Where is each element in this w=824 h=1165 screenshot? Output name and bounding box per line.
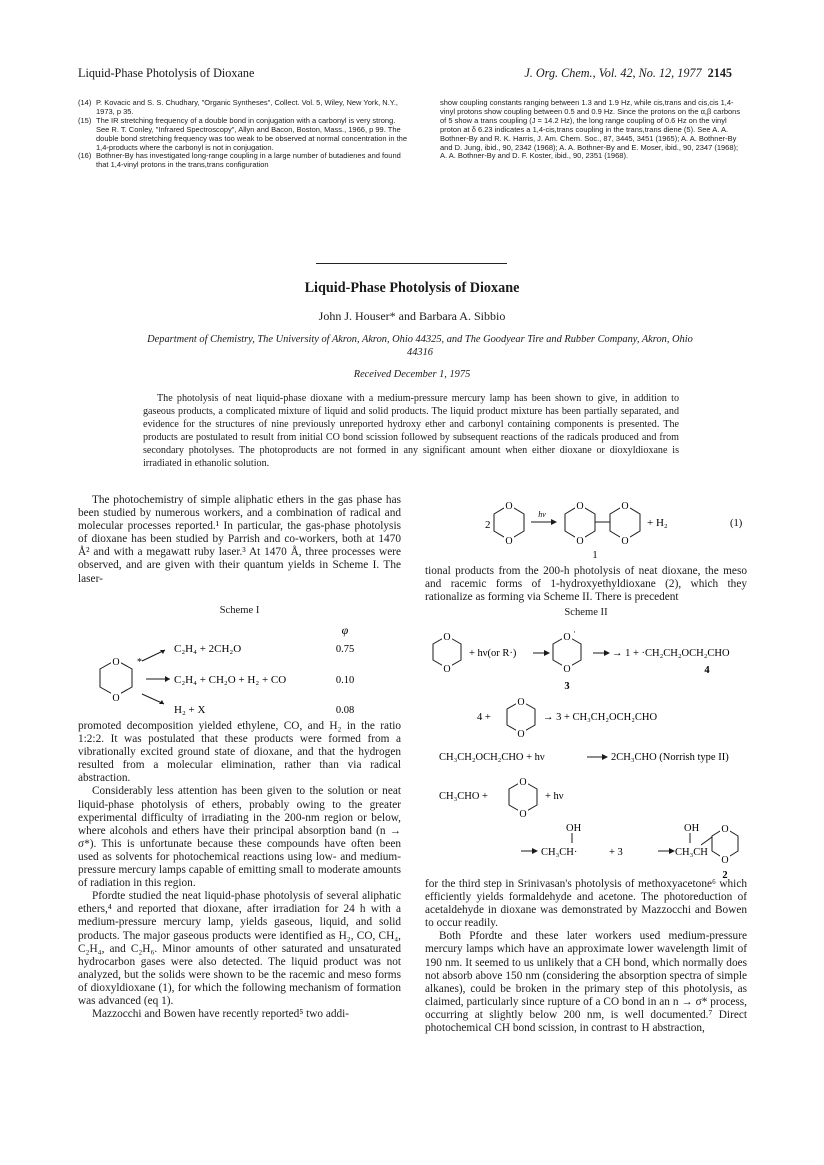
paragraph: Pfordte studied the neat liquid-phase photolysis of several aliphatic ethers,⁴ and reported that dioxane, after irradiation for 24 h with a medium-pressure mercury lamp, yields gaseous, liquid, and solid products. The major gaseous products were identified as H₂, CO, CH₄, C₂H₄, and C₂H₆. Minor amounts of other saturated and unsaturated hydrocarbon gases were also detected. The liquid product was not analyzed, but the solids were shown to be the racemic and meso forms of dioxyldioxane (1), for which the following mechanism of formation was advanced (eq 1).	[78, 890, 401, 1007]
authors: John J. Houser* and Barbara A. Sibbio	[318, 309, 506, 323]
footnote-text: P. Kovacic and S. S. Chudhary, "Organic Syntheses", Collect. Vol. 5, Wiley, New York, N.Y., 1973, p 35.	[96, 98, 398, 116]
scheme-2-plus-3: + 3	[609, 847, 623, 858]
scheme-2-oh-1: OH	[566, 823, 582, 834]
received-date: Received December 1, 1975	[353, 369, 471, 380]
scheme-1-phi-2: 0.10	[335, 675, 355, 686]
footnote-16-continued: show coupling constants ranging between 1.3 and 1.9 Hz, while cis,trans and cis,cis 1,4-vinyl protons show coupling between 0.5 and 0.9 Hz. Since the protons on the α,β carbons of 5 show a trans coupling (J = 14.2 Hz), the long range coupling of 0.6 Hz on the vinyl proton at δ 6.23 indicates a 1,4-cis,trans coupling in the trans,trans diene (5). See A. A. Bothner-By and R. K. Harris, J. Am. Chem. Soc., 87, 3445, 3451 (1965); A. A. Bothner-By and D. Jung, ibid., 90, 2342 (1968); A. A. Bothner-By and E. Moser, ibid., 90, 2347 (1968); A. A. Bothner-By and D. F. Koster, ibid., 90, 2351 (1968).	[440, 98, 741, 161]
eq1-h2: + H₂	[647, 517, 668, 529]
left-column-top	[78, 494, 401, 586]
paragraph: for the third step in Srinivasan's photolysis of methoxyacetone⁶ which efficiently yields formaldehyde and acetone. The photoreduction of acetaldehyde in dioxane was demonstrated by Mazzocchi and Bowen to occur readily.	[425, 878, 747, 930]
journal-citation	[524, 66, 732, 81]
scheme-2-step-2-rhs: → 3 + CH₃CH₂OCH₂CHO	[543, 712, 658, 723]
paragraph: promoted decomposition yielded ethylene, CO, and H₂ in the ratio 1:2:2. It was postulated that these products were formed from a vibrationally excited ground state of dioxane, and that the hydrogen resulted from a molecular elimination, rather than via radical abstraction.	[78, 720, 401, 785]
scheme-1-phi-1: 0.75	[335, 644, 355, 655]
footnotes-left	[78, 99, 408, 170]
footnote-15	[78, 117, 408, 153]
paragraph: tional products from the 200-h photolysis of neat dioxane, the meso and racemic forms of 1-hydroxyethyldioxane (2), which they rationalize as forming via Scheme II. There is precedent	[425, 565, 747, 604]
svg-text:O: O	[505, 536, 513, 547]
abstract: The photolysis of neat liquid-phase dioxane with a medium-pressure mercury lamp has been shown to give, in addition to gaseous products, a complicated mixture of liquid and solid products. The liquid product mixture has been partially separated, and evidence for the structures of nine previously unreported hydroxy ether and carbonyl containing components is presented. The products are postulated to result from initial CO bond scission followed by subsequent reactions of the radicals produced and from secondary photolyses. The photoproducts are not formed in any significant amount when either dioxane or dioxyldioxane is irradiated in ethanolic solution.	[143, 393, 679, 469]
svg-text:O: O	[443, 664, 451, 675]
scheme-2-step-4-lhs: CH₃CHO +	[439, 791, 488, 802]
scheme-2-reagent: + hν(or R·)	[469, 648, 517, 659]
scheme-1-products-2: C₂H₄ + CH₂O + H₂ + CO	[174, 674, 287, 686]
scheme-1-diagram	[78, 620, 401, 716]
scheme-2-label: Scheme II	[564, 607, 608, 618]
footnote-text: The IR stretching frequency of a double bond in conjugation with a carbonyl is very strong. See R. T. Conley, "Infrared Spectroscopy", Allyn and Bacon, Boston, Mass., 1966, p 99. The double bond stretching frequency was too weak to be observed at normal concentration in the 1,4-products where the carbonyl is not in conjugation.	[96, 115, 408, 152]
phi-header: φ	[341, 623, 349, 637]
svg-text:·: ·	[573, 627, 576, 637]
scheme-2-product: CH₃CH	[675, 847, 708, 858]
footnote-14	[78, 99, 408, 117]
footnote-text: Bothner-By has investigated long-range coupling in a large number of butadienes and found that 1,4-vinyl protons in the trans,trans configuration	[96, 151, 401, 170]
scheme-2-step-3-rhs: 2CH₃CHO (Norrish type II)	[611, 752, 729, 763]
scheme-1-products-1: C₂H₄ + 2CH₂O	[174, 643, 242, 655]
affiliation: Department of Chemistry, The University of Akron, Akron, Ohio 44325, and The Goodyear Tire and Rubber Company, Akron, Ohio 44316	[147, 334, 693, 358]
hv-label: hν	[538, 510, 546, 519]
footnote-number: (14)	[78, 98, 92, 107]
svg-text:O: O	[721, 824, 729, 835]
svg-text:O: O	[517, 729, 525, 740]
compound-4-label: 4	[704, 665, 710, 676]
scheme-2-oh-2: OH	[684, 823, 700, 834]
equation-1	[425, 492, 750, 562]
scheme-1-phi-3: 0.08	[335, 705, 355, 716]
article-title: Liquid-Phase Photolysis of Dioxane	[304, 280, 520, 296]
scheme-2-diagram	[425, 623, 750, 881]
svg-text:O: O	[517, 697, 525, 708]
paragraph: Both Pfordte and these later workers used medium-pressure mercury lamps which have an approximate lower wavelength limit of 190 nm. It seemed to us unlikely that a CH bond, which normally does not absorb above 150 nm (considering the absorption spectra of simple alkanes), could be broken in the primary step of this photolysis, as claimed, particularly since rupture of a CO bond in an n → σ* process, occurring at slightly below 200 nm, is well documented.⁷ Direct photochemical CH bond scission, in contrast to H abstraction,	[425, 930, 747, 1035]
scheme-2-step-3-lhs: CH₃CH₂OCH₂CHO + hν	[439, 752, 545, 763]
scheme-1-label: Scheme I	[219, 605, 260, 616]
scheme-2-step-1-products: → 1 + ·CH₂CH₂OCH₂CHO	[612, 648, 730, 659]
right-column-top	[425, 565, 747, 604]
scheme-2-step-4-rhs: + hν	[545, 791, 564, 802]
scheme-2-radical: CH₃CH·	[541, 847, 578, 858]
compound-2-label: 2	[722, 870, 728, 881]
svg-text:O: O	[621, 501, 629, 512]
divider	[316, 263, 507, 264]
left-column-bottom	[78, 720, 401, 1021]
svg-text:O: O	[505, 501, 513, 512]
page-number: 2145	[707, 66, 732, 80]
paragraph: Considerably less attention has been given to the solution or neat liquid-phase photolysis of ethers, probably owing to the greater experimental difficulty of irradiating in the 200-nm region or below, where alcohols and ethers have their principal absorption band (n → σ*). This is unfortunate because these compounds have often been used as solvents for photochemical reactions using low- and medium-pressure mercury lamps capable of emitting small to moderate amounts of radiation in this region.	[78, 785, 401, 890]
svg-text:O: O	[576, 536, 584, 547]
svg-text:O: O	[621, 536, 629, 547]
excited-star: *	[137, 657, 142, 668]
paragraph: The photochemistry of simple aliphatic ethers in the gas phase has been studied by numerous workers, and a combination of radical and molecular processes reported.¹ In particular, the gas-phase photolysis of dioxane has been studied by Parrish and co-workers, both at 1470 Å² and with a megawatt ruby laser.³ At 1470 Å, three processes were observed, and are given with their quantum yields in Scheme I. The laser-	[78, 494, 401, 585]
paragraph: Mazzocchi and Bowen have recently reported⁵ two addi-	[92, 1008, 350, 1021]
eq1-coefficient: 2	[485, 519, 491, 531]
scheme-1-products-3: H₂ + X	[174, 704, 206, 716]
svg-text:O: O	[112, 657, 120, 668]
svg-text:O: O	[519, 777, 527, 788]
svg-text:O: O	[721, 855, 729, 866]
svg-text:O: O	[443, 632, 451, 643]
right-column-bottom	[425, 878, 747, 1035]
journal-name: J. Org. Chem., Vol. 42, No. 12, 1977	[524, 66, 702, 80]
svg-text:O: O	[563, 632, 571, 643]
svg-text:O: O	[519, 809, 527, 820]
footnote-16	[78, 152, 408, 170]
svg-text:O: O	[112, 693, 120, 704]
compound-3-label: 3	[564, 681, 570, 692]
svg-text:O: O	[563, 664, 571, 675]
eq1-number: (1)	[730, 518, 743, 529]
running-head: Liquid-Phase Photolysis of Dioxane	[78, 66, 255, 80]
footnote-number: (16)	[78, 151, 92, 161]
scheme-2-step-2-lhs: 4 +	[477, 712, 491, 723]
compound-1-label: 1	[592, 550, 598, 561]
svg-text:O: O	[576, 501, 584, 512]
footnote-number: (15)	[78, 115, 92, 125]
